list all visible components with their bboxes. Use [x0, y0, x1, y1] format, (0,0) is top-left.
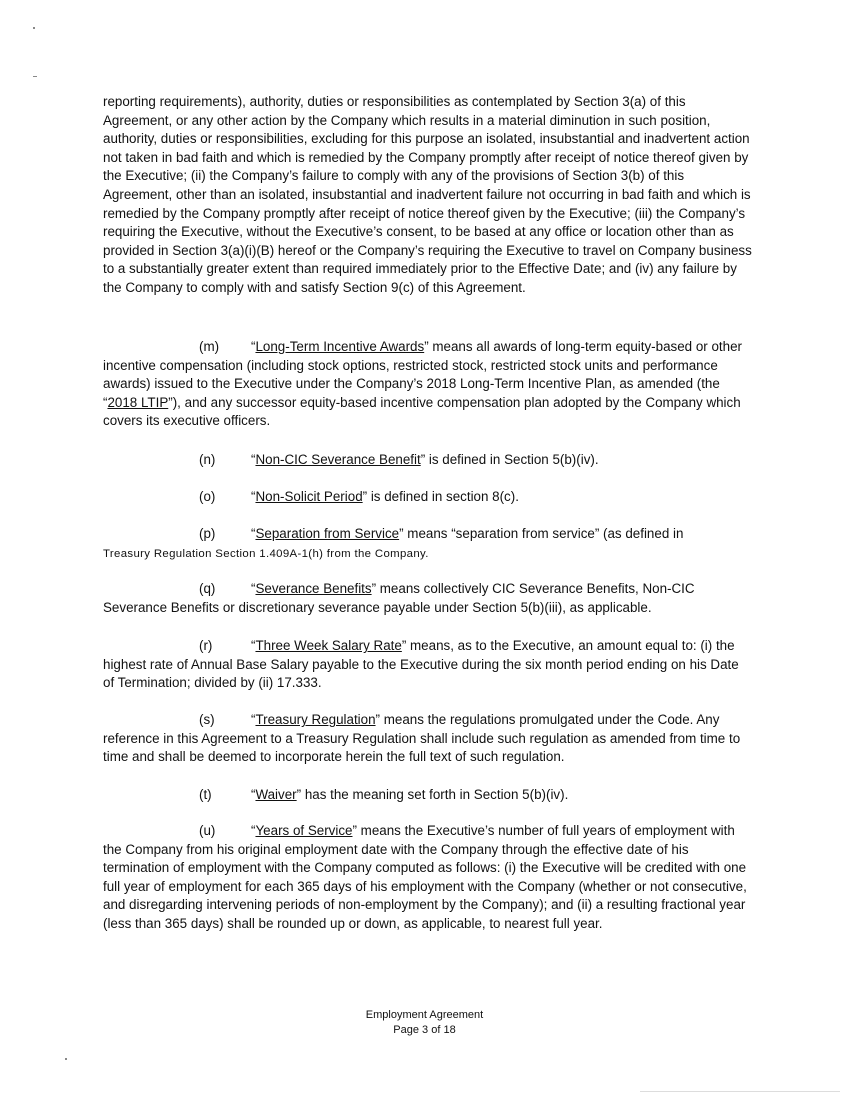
page-number: Page 3 of 18: [393, 1024, 456, 1036]
definition-text: ” means the Executive’s number of full years of employment with the Company from his original employment date with the Company through the effective date of his termination of employment with the Company computed as follows: (i) the Executive will be credited with one full year of employment for each 365 days of his employment with the Company (whether or not consecutive, and disregarding intervening periods of non-employment by the Company); and (ii) a resulting fractional year (less than 365 days) shall be rounded up or down, as applicable, to nearest full year.: [103, 823, 747, 931]
defined-term: 2018 LTIP: [107, 394, 169, 410]
open-quote: “: [251, 452, 256, 467]
open-quote: “: [251, 526, 256, 541]
clause-number: (u): [199, 823, 216, 838]
open-quote: “: [251, 787, 256, 802]
definition-text: ” means “separation from service” (as defined in: [399, 526, 684, 541]
scan-edge-line: [640, 1091, 840, 1092]
paragraph-intro-text: reporting requirements), authority, duties or responsibilities as contemplated by Section 3(a) of this Agreement, or any other action by the Company which results in a material diminution in such position, authority, duties or responsibilities, excluding for this purpose an isolated, insubstantial and inadvertent action not taken in bad faith and which is remedied by the Company promptly after receipt of notice thereof given by the Executive; (ii) the Company’s failure to comply with any of the provisions of Section 3(b) of this Agreement, other than an isolated, insubstantial and inadvertent failure not occurring in bad faith and which is remedied by the Company promptly after receipt of notice thereof given by the Executive; (iii) the Company’s requiring the Executive, without the Executive’s consent, to be based at any office or location other than as provided in Section 3(a)(i)(B) hereof or the Company’s requiring the Executive to travel on Company business to a substantially greater extent than required immediately prior to the Effective Date; and (iv) any failure by the Company to comply with and satisfy Section 9(c) of this Agreement.: [103, 94, 752, 295]
definition-text: ” is defined in Section 5(b)(iv).: [420, 452, 599, 467]
clause-number: (p): [199, 526, 216, 541]
open-quote: “: [251, 489, 256, 504]
defined-term: Three Week Salary Rate: [255, 638, 402, 653]
clause-number: (q): [199, 581, 216, 596]
definition-r: [103, 637, 753, 693]
defined-term: Treasury Regulation: [255, 712, 376, 727]
clause-number: (o): [199, 489, 216, 504]
definition-p: [103, 525, 753, 563]
definition-m: [103, 338, 753, 431]
open-quote: “: [251, 581, 256, 596]
clause-number: (t): [199, 787, 212, 802]
defined-term: Years of Service: [255, 823, 353, 838]
definition-n: [103, 451, 753, 470]
footer-title: Employment Agreement: [365, 1009, 484, 1021]
definition-q: [103, 580, 753, 617]
open-quote: “: [251, 339, 256, 354]
definition-text: ”), and any successor equity-based incentive compensation plan adopted by the Company which covers its executive officers.: [103, 394, 741, 429]
open-quote: “: [251, 638, 256, 653]
defined-term: Waiver: [255, 787, 297, 802]
clause-number: (r): [199, 638, 213, 653]
scan-speck: [33, 76, 37, 77]
scan-speck: [33, 27, 35, 29]
clause-number: (n): [199, 452, 216, 467]
open-quote: “: [251, 823, 256, 838]
definition-s: [103, 711, 753, 767]
definition-text: ” means the regulations promulgated under the Code. Any reference in this Agreement to a Treasury Regulation shall include such regulation as amended from time to time and shall be deemed to incorporate herein the full text of such regulation.: [103, 712, 741, 765]
defined-term: Long-Term Incentive Awards: [255, 339, 425, 354]
defined-term: Non-CIC Severance Benefit: [255, 452, 421, 467]
paragraph-intro: [103, 93, 753, 298]
page-footer: [0, 1008, 849, 1038]
clause-number: (m): [199, 339, 220, 354]
defined-term: Non-Solicit Period: [255, 489, 363, 504]
definition-text: ” is defined in section 8(c).: [362, 489, 519, 504]
definition-text: ” means collectively CIC Severance Benefits, Non-CIC Severance Benefits or discretionary severance payable under Section 5(b)(iii), as applicable.: [103, 581, 695, 615]
scan-speck: [65, 1058, 67, 1060]
defined-term: Separation from Service: [255, 526, 400, 541]
open-quote: “: [251, 712, 256, 727]
definition-text: ” means all awards of long-term equity-based or other incentive compensation (including stock options, restricted stock, restricted stock units and performance awards) issued to the Executive under the Company’s 2018 Long-Term Incentive Plan, as amended (the “: [103, 339, 742, 410]
clause-number: (s): [199, 712, 215, 727]
definition-text: ” has the meaning set forth in Section 5(b)(iv).: [296, 787, 569, 802]
defined-term: Severance Benefits: [255, 581, 372, 596]
definition-text-continued: Treasury Regulation Section 1.409A-1(h) from the Company.: [103, 547, 429, 560]
definition-text: ” means, as to the Executive, an amount equal to: (i) the highest rate of Annual Base Salary payable to the Executive during the six month period ending on his Date of Termination; divided by (ii) 17.333.: [103, 638, 739, 691]
definition-u: [103, 822, 753, 934]
definition-o: [103, 488, 753, 507]
definition-t: [103, 786, 753, 805]
